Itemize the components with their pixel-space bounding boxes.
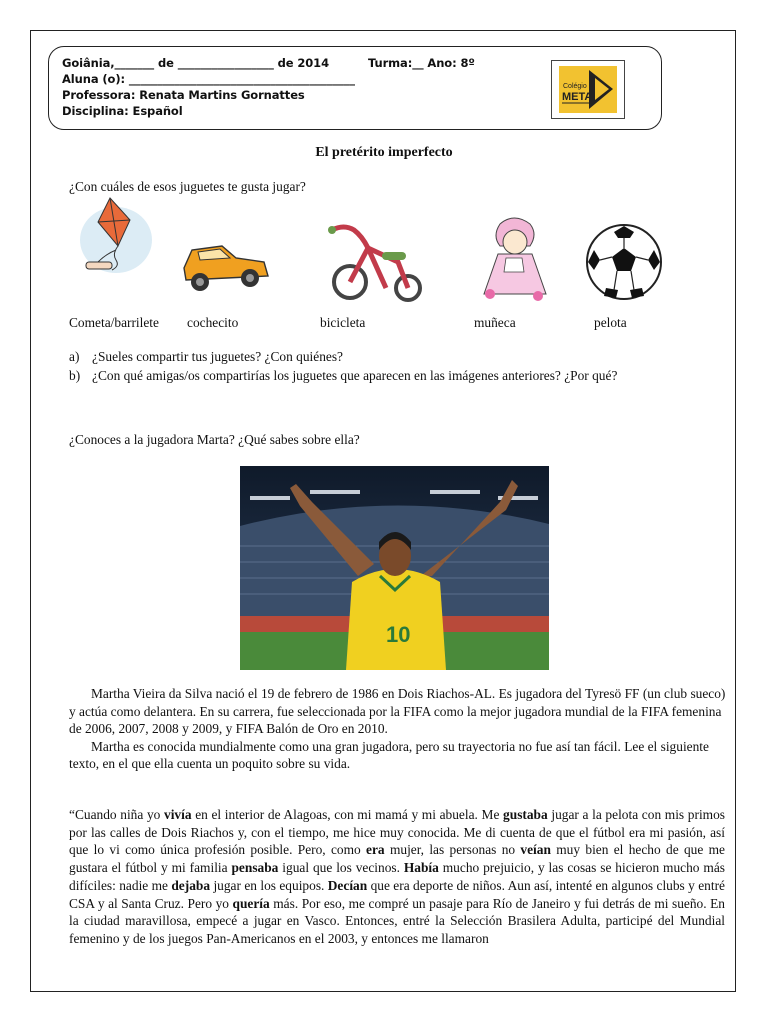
question-marta: ¿Conoces a la jugadora Marta? ¿Qué sabes sobre ella? xyxy=(69,432,360,447)
story-verb: Había xyxy=(403,860,439,876)
school-logo xyxy=(551,60,625,119)
story-segment: jugar en los equipos. xyxy=(210,877,328,893)
story-segment: más. Por eso, me compré un pasaje para Río de Janeiro y fui detrás de mi sueño. En la ciudad maravillosa, empecé a jugar en Vasco. Entonces, entré la Selección Brasilera Adulta, participé del Mundial femenino y de los juegos Pan-Americanos en el 2003, y entonces me llamaron xyxy=(69,895,725,946)
story-segment: en el interior de Alagoas, con mi mamá y mi abuela. Me xyxy=(191,807,504,822)
header-student-line: Aluna (o): ________________________________________ xyxy=(62,72,355,86)
story-verb: vivía xyxy=(164,807,192,822)
label-car: cochecito xyxy=(187,315,239,330)
label-doll: muñeca xyxy=(474,315,516,330)
header-date-line: Goiânia,_______ de _________________ de 2014 Turma:__ Ano: 8º xyxy=(62,56,475,70)
story-verb: dejaba xyxy=(171,877,211,893)
label-ball: pelota xyxy=(594,315,627,330)
header-teacher-line: Professora: Renata Martins Gornattes xyxy=(62,88,305,102)
kite-icon xyxy=(76,196,158,278)
story-verb: pensaba xyxy=(231,860,279,876)
header-subject-line: Disciplina: Español xyxy=(62,104,183,118)
sub-question-b: ¿Con qué amigas/os compartirías los juguetes que aparecen en las imágenes anteriores? ¿Por qué? xyxy=(92,368,618,383)
shirt-number: 10 xyxy=(386,622,411,647)
story-segment: muy bien el hecho de que me gustara el fútbol y mi familia xyxy=(69,842,725,876)
player-photo xyxy=(240,466,549,670)
label-kite: Cometa/barrilete xyxy=(69,315,159,330)
label-bike: bicicleta xyxy=(320,315,366,330)
story-verb: era xyxy=(366,842,385,858)
doll-icon xyxy=(476,214,552,304)
sub-question-a-letter: a) xyxy=(69,349,80,364)
sub-question-b-letter: b) xyxy=(69,368,81,383)
toy-car-icon xyxy=(178,238,272,296)
story-segment: igual que los vecinos. xyxy=(278,860,404,876)
logo-big-text: META xyxy=(562,91,593,103)
bio-paragraph-2: Martha es conocida mundialmente como una gran jugadora, pero su trayectoria no fue así tan fácil. Lee el siguiente texto, en el que ella cuenta un poquito sobre su vida. xyxy=(69,738,709,772)
story-segment: jugar a la pelota con mis primos por las calles de Dois Riachos y, con el tiempo, me hice muy conocida. Me di cuenta de que el fútbol era mi pasión, así que lo vi como única profesión posible. Pero, como xyxy=(69,807,725,858)
page-title: El pretérito imperfecto xyxy=(315,145,453,160)
story-verb: veían xyxy=(520,842,551,858)
question-toys: ¿Con cuáles de esos juguetes te gusta jugar? xyxy=(69,179,306,194)
sub-question-a: ¿Sueles compartir tus juguetes? ¿Con quiénes? xyxy=(92,349,344,364)
bio-paragraph-1: Martha Vieira da Silva nació el 19 de febrero de 1986 en Dois Riachos-AL. Es jugadora del Tyresö FF (un club sueco) y actúa como delantera. En su carrera, fue seleccionada por la FIFA como la mejor jugadora mundial de la FIFA femenina de 2006, 2007, 2008 y 2009, y FIFA Balón de Oro en 2010. xyxy=(69,686,726,737)
story-segment: mujer, las personas no xyxy=(384,842,521,858)
soccer-ball-icon xyxy=(584,224,664,300)
story-verb: gustaba xyxy=(503,807,548,822)
bio-text xyxy=(69,685,729,773)
story-segment: “Cuando niña yo xyxy=(69,807,165,822)
story-text xyxy=(69,806,725,948)
story-verb: Decían xyxy=(327,877,368,893)
logo-small-text: Colégio xyxy=(563,83,587,90)
story-segment: que era deporte de niños. Aun así, intenté en algunos clubs y entré CSA y al Santa Cruz. Pero yo xyxy=(69,877,725,911)
logo-icon xyxy=(559,66,617,113)
tricycle-icon xyxy=(328,222,424,306)
story-segment: mucho prejuicio, y las cosas se hicieron mucho más difíciles: nadie me xyxy=(69,860,725,893)
story-verb: quería xyxy=(232,895,270,911)
